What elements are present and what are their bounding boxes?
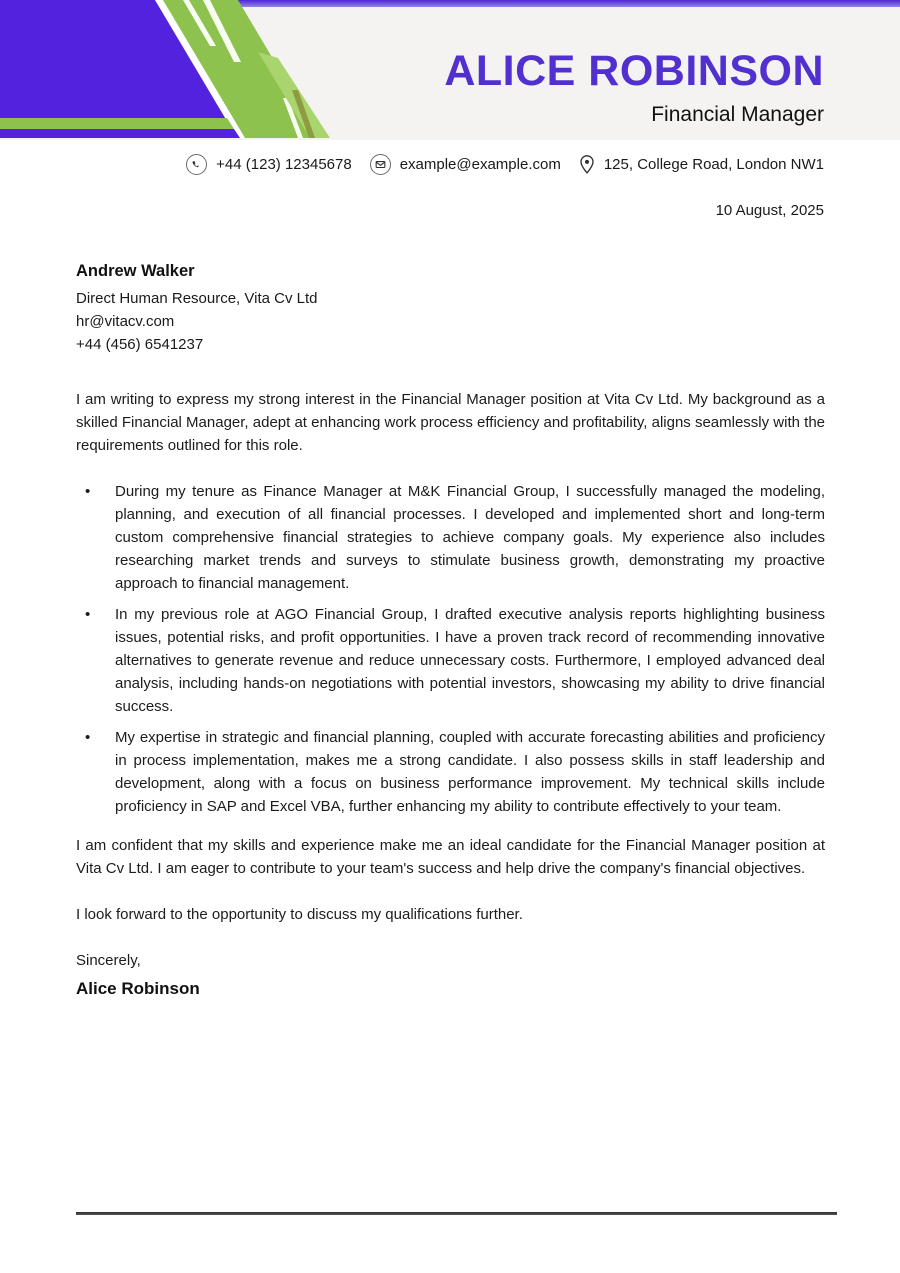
letter-date: 10 August, 2025 xyxy=(715,202,824,219)
location-icon xyxy=(579,154,595,175)
email-icon xyxy=(370,154,391,175)
bullet-item: • During my tenure as Finance Manager at M&K Financial Group, I successfully managed the modeling, planning, and execution of all financial processes. I developed and implemented short and long-term custom comprehensive financial strategies to achieve company goals. My experience also includes researching market trends and surveys to stimulate business growth, demonstrating my proactive approach to financial management. xyxy=(76,480,825,595)
bullet-item: • My expertise in strategic and financial planning, coupled with accurate forecasting abilities and proficiency in process implementation, makes me a strong candidate. I also possess skills in staff leadership and development, along with a focus on business performance improvement. My technical skills include proficiency in SAP and Excel VBA, further enhancing my ability to contribute effectively to your team. xyxy=(76,726,825,818)
recipient-block xyxy=(0,260,900,356)
recipient-email: hr@vitacv.com xyxy=(76,313,175,330)
applicant-name-heading: ALICE ROBINSON xyxy=(444,47,824,95)
header-top-bar xyxy=(233,0,900,7)
signature-name: Alice Robinson xyxy=(76,979,200,998)
applicant-job-title: Financial Manager xyxy=(651,103,824,126)
contact-address xyxy=(579,154,824,175)
experience-bullet-list xyxy=(76,480,825,818)
closing-paragraph: I am confident that my skills and experience make me an ideal candidate for the Financial Manager position at Vita Cv Ltd. I am eager to contribute to your team's success and help drive the company's financial objectives. xyxy=(76,837,825,877)
contact-address-text: 125, College Road, London NW1 xyxy=(603,156,824,173)
intro-paragraph: I am writing to express my strong interest in the Financial Manager position at Vita Cv Ltd. My background as a skilled Financial Manager, adept at enhancing work process efficiency and profitability, aligns seamlessly with the requirements outlined for this role. xyxy=(76,391,826,454)
footer-divider-line xyxy=(76,1212,837,1215)
bullet-item: • In my previous role at AGO Financial Group, I drafted executive analysis reports highlighting business issues, potential risks, and profit opportunities. I have a proven track record of recommending innovative alternatives to generate revenue and reduce unnecessary costs. Furthermore, I employed advanced deal analysis, including hands-on negotiations with potential investors, showcasing my ability to drive financial success. xyxy=(76,603,825,718)
letter-body xyxy=(0,388,900,1000)
contact-email-text: example@example.com xyxy=(399,156,561,173)
header-text-block xyxy=(444,47,824,126)
recipient-phone: +44 (456) 6541237 xyxy=(76,336,204,353)
recipient-company: Direct Human Resource, Vita Cv Ltd xyxy=(76,290,318,307)
contact-phone-text: +44 (123) 12345678 xyxy=(216,156,352,173)
phone-icon xyxy=(186,154,207,175)
signoff-text: Sincerely, xyxy=(76,952,141,969)
closing-paragraph: I look forward to the opportunity to discuss my qualifications further. xyxy=(76,906,523,923)
recipient-name: Andrew Walker xyxy=(76,262,195,280)
letter-header xyxy=(0,0,900,140)
contact-info-row xyxy=(0,154,900,175)
contact-phone xyxy=(186,154,352,175)
contact-email xyxy=(370,154,561,175)
